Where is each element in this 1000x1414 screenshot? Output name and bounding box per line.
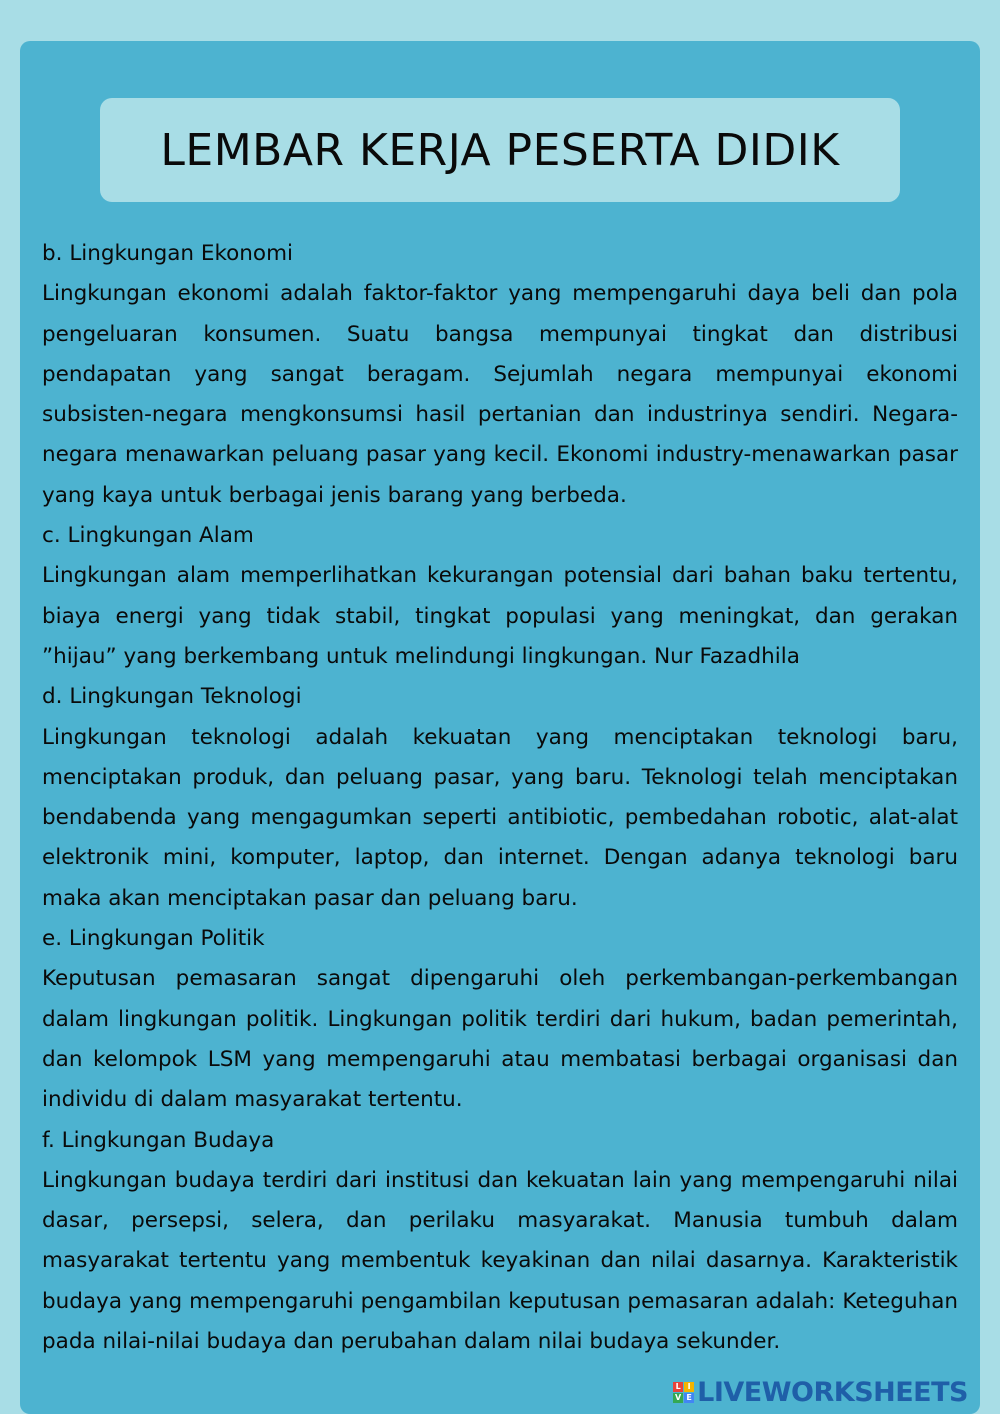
section-heading-politik: e. Lingkungan Politik	[42, 926, 265, 952]
section-body-politik: Keputusan pemasaran sangat dipengaruhi oleh perkembangan-perkembangan dalam lingkungan politik. Lingkungan politik terdiri dari hukum, badan pemerintah, dan kelompok LSM yang mempengaruhi atau membatasi berbagai organisasi dan individu di dalam masyarakat tertentu.	[42, 966, 958, 1113]
section-body-alam: Lingkungan alam memperlihatkan kekurangan potensial dari bahan baku tertentu, biaya energi yang tidak stabil, tingkat populasi yang meningkat, dan gerakan ”hijau” yang berkembang untuk melindungi lingkungan. Nur Fazadhila	[42, 563, 958, 669]
section-heading-budaya: f. Lingkungan Budaya	[42, 1127, 275, 1153]
title-banner	[100, 98, 900, 202]
liveworksheets-logo[interactable]	[673, 1377, 968, 1408]
logo-mark-letter: L	[673, 1382, 683, 1392]
section-body-budaya: Lingkungan budaya terdiri dari institusi dan kekuatan lain yang mempengaruhi nilai dasar, persepsi, selera, dan perilaku masyarakat. Manusia tumbuh dalam masyarakat tertentu yang membentuk keyakinan dan nilai dasarnya. Karakteristik budaya yang mempengaruhi pengambilan keputusan pemasaran adalah: Keteguhan pada nilai-nilai budaya dan perubahan dalam nilai budaya sekunder.	[42, 1167, 958, 1355]
liveworksheets-logo-text: LIVEWORKSHEETS	[697, 1377, 968, 1408]
worksheet-panel	[20, 41, 980, 1414]
section-heading-teknologi: d. Lingkungan Teknologi	[42, 684, 302, 710]
page-title: LEMBAR KERJA PESERTA DIDIK	[160, 124, 840, 176]
logo-mark-letter: E	[684, 1393, 694, 1403]
section-body-ekonomi: Lingkungan ekonomi adalah faktor-faktor yang mempengaruhi daya beli dan pola pengeluaran konsumen. Suatu bangsa mempunyai tingkat dan distribusi pendapatan yang sangat beragam. Sejumlah negara mempunyai ekonomi subsisten-negara mengkonsumsi hasil pertanian dan industrinya sendiri. Negara-negara menawarkan peluang pasar yang kecil. Ekonomi industry-menawarkan pasar yang kaya untuk berbagai jenis barang yang berbeda.	[42, 281, 958, 508]
section-heading-ekonomi: b. Lingkungan Ekonomi	[42, 241, 293, 266]
section-body-teknologi: Lingkungan teknologi adalah kekuatan yang menciptakan teknologi baru, menciptakan produk, dan peluang pasar, yang baru. Teknologi telah menciptakan bendabenda yang mengagumkan seperti antibiotic, pembedahan robotic, alat-alat elektronik mini, komputer, laptop, dan internet. Dengan adanya teknologi baru maka akan menciptakan pasar dan peluang baru.	[42, 724, 958, 911]
section-heading-alam: c. Lingkungan Alam	[42, 523, 254, 549]
logo-mark-letter: I	[684, 1382, 694, 1392]
liveworksheets-logo-icon	[673, 1382, 694, 1403]
logo-mark-letter: V	[675, 1393, 682, 1402]
worksheet-content	[42, 234, 958, 1362]
